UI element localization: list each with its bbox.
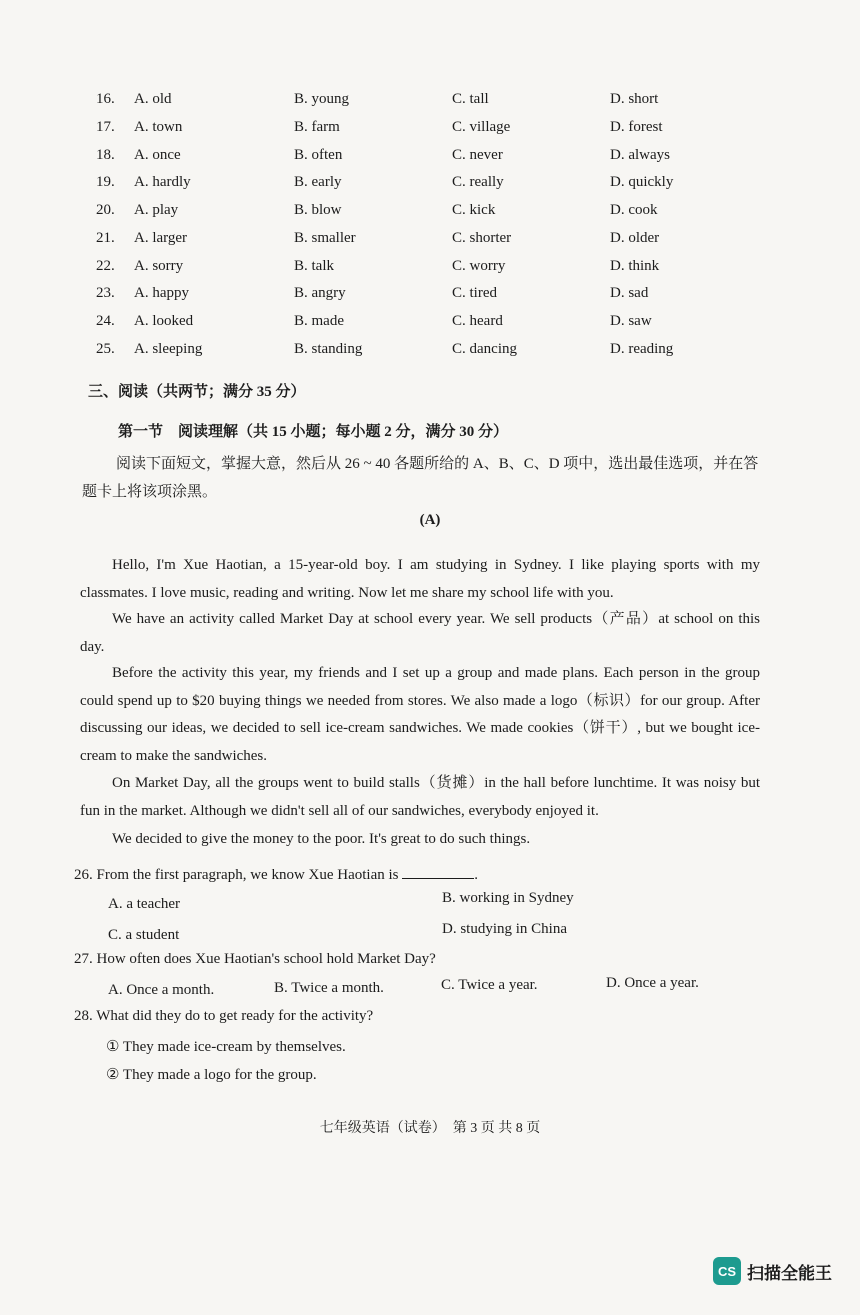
question-number: 20. [96,202,115,218]
q27-option-a: A. Once a month. [108,982,215,998]
q27-option-d: D. Once a year. [606,975,699,991]
option-b: B. blow [294,202,342,218]
q28-statement-1: ① They made ice-cream by themselves. [106,1039,346,1055]
question-27: 27. How often does Xue Haotian's school hold Market Day? [74,951,436,967]
option-c: C. tall [452,91,489,107]
instruction-text: 阅读下面短文，掌握大意，然后从 26 ~ 40 各题所给的 A、B、C、D 项中，选出最佳选项，并在答题卡上将该项涂黑。 [82,456,759,500]
q26-option-a: A. a teacher [108,896,181,912]
option-c: C. really [452,174,504,190]
q27-option-b: B. Twice a month. [274,980,384,996]
option-c: C. tired [452,285,497,301]
page-footer: 七年级英语（试卷） 第 3 页 共 8 页 [319,1121,541,1136]
option-row [96,147,796,174]
question-number: 21. [96,230,115,246]
option-c: C. shorter [452,230,512,246]
question-number: 23. [96,285,115,301]
option-c: C. worry [452,258,506,274]
option-d: D. sad [610,285,649,301]
question-number: 25. [96,341,115,357]
option-a: A. happy [134,285,189,301]
answer-blank [402,866,474,879]
option-d: D. saw [610,313,652,329]
q26-option-b: B. working in Sydney [442,890,574,906]
option-row [96,285,796,312]
question-number: 18. [96,147,115,163]
option-b: B. young [294,91,350,107]
option-d: D. reading [610,341,674,357]
question-stem: 26. From the first paragraph, we know Xue Haotian is [74,867,399,883]
paragraph-2 [80,606,760,661]
option-a: A. once [134,147,181,163]
section-title: 三、阅读（共两节；满分 35 分） [88,384,306,400]
question-number: 22. [96,258,115,274]
question-number: 17. [96,119,115,135]
option-d: D. quickly [610,174,674,190]
scanner-watermark [713,1257,832,1285]
question-26: 26. From the first paragraph, we know Xue Haotian is . [74,867,479,883]
passage-label: (A) [419,512,441,528]
question-number: 24. [96,313,115,329]
option-b: B. farm [294,119,340,135]
option-row [96,174,796,201]
paragraph-text: On Market Day, all the groups went to build stalls（货摊）in the hall before lunchtime. It was noisy but fun in the market. Although we didn't sell all of our sandwiches, everybody enjoyed it. [80,775,760,819]
paragraph-5 [80,826,760,854]
option-a: A. larger [134,230,188,246]
option-b: B. made [294,313,344,329]
option-a: A. play [134,202,179,218]
option-b: B. often [294,147,343,163]
option-c: C. never [452,147,503,163]
option-b: B. early [294,174,342,190]
option-b: B. talk [294,258,334,274]
option-a: A. town [134,119,183,135]
q27-option-c: C. Twice a year. [441,977,538,993]
option-row [96,313,796,340]
instruction [82,450,762,506]
option-d: D. cook [610,202,658,218]
q28-statement-2: ② They made a logo for the group. [106,1067,317,1083]
part-title: 第一节 阅读理解（共 15 小题；每小题 2 分，满分 30 分） [118,424,509,440]
option-row [96,119,796,146]
option-row [96,202,796,229]
paragraph-text: We decided to give the money to the poor. It's great to do such things. [112,831,531,847]
option-d: D. forest [610,119,663,135]
option-c: C. dancing [452,341,517,357]
option-a: A. hardly [134,174,191,190]
option-c: C. kick [452,202,496,218]
option-a: A. sleeping [134,341,203,357]
option-row [96,230,796,257]
option-a: A. sorry [134,258,184,274]
paragraph-1 [80,552,760,607]
option-row [96,91,796,118]
paragraph-4 [80,770,760,825]
scanner-brand-text: 扫描全能王 [747,1263,832,1284]
question-number: 19. [96,174,115,190]
option-c: C. heard [452,313,503,329]
option-d: D. short [610,91,659,107]
camscanner-logo-icon: CS [713,1257,741,1285]
option-row [96,341,796,368]
option-a: A. old [134,91,172,107]
option-d: D. always [610,147,670,163]
option-b: B. smaller [294,230,356,246]
paragraph-text: Hello, I'm Xue Haotian, a 15-year-old boy. I am studying in Sydney. I like playing sports with my classmates. I love music, reading and writing. Now let me share my school life with you. [80,557,760,601]
option-b: B. angry [294,285,346,301]
option-a: A. looked [134,313,194,329]
option-d: D. think [610,258,660,274]
question-number: 16. [96,91,115,107]
q26-option-c: C. a student [108,927,180,943]
paragraph-text: Before the activity this year, my friends and I set up a group and made plans. Each person in the group could spend up to $20 buying things we needed from stores. We also made a logo（标识）for our group. After discussing our ideas, we decided to sell ice-cream sandwiches. We made cookies（饼干）, but we bought ice-cream to make the sandwiches. [80,665,760,764]
option-b: B. standing [294,341,363,357]
option-c: C. village [452,119,511,135]
paragraph-text: We have an activity called Market Day at school every year. We sell products（产品）at school on this day. [80,611,760,655]
option-row [96,258,796,285]
question-28: 28. What did they do to get ready for the activity? [74,1008,374,1024]
q26-option-d: D. studying in China [442,921,568,937]
option-d: D. older [610,230,660,246]
paragraph-3 [80,660,760,770]
